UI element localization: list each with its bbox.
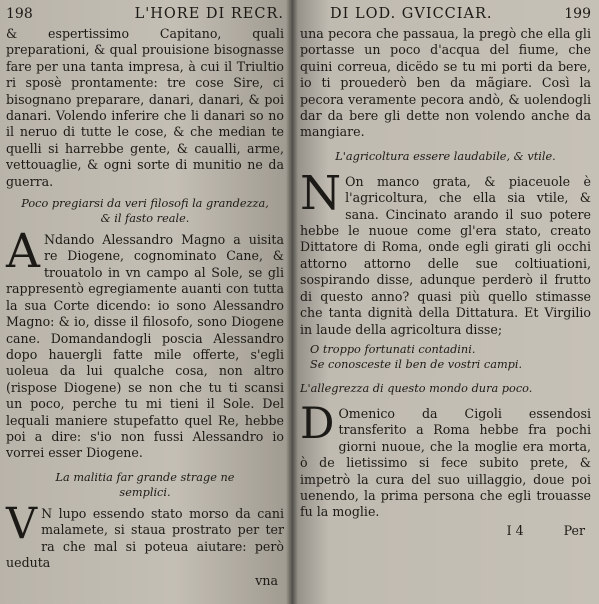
drop-cap: N (300, 165, 342, 221)
verse-line: Se conosceste il ben de vostri campi. (310, 358, 523, 372)
page-number: 198 (6, 6, 33, 22)
page-footer (300, 523, 591, 538)
heading-line: La malitia far grande strage ne (55, 470, 235, 484)
paragraph-text: On manco grata, & piaceuole è l'agricoltura, che ella sia vtile, & sana. Cincinato arando il suo potere hebbe le nuoue come gl'era stato, creato Dittatore di Roma, onde egli girati gli occhi attorno attorno delle sue coltiuationi, sospirando disse, adunque perderò il frutto di questo anno? quasi più quello stimasse che tanta dignità della Dittatura. Et Virgilio in laude della agricoltura disse; (300, 173, 591, 337)
paragraph-text: Ndando Alessandro Magno a uisita re Diogene, cognominato Cane, & trouatolo in vn campo al Sole, se gli rappresentò egregiamente auanti con tutta la sua Corte dicendo: io sono Alessandro Magno: & io, disse il filosofo, sono Diogene cane. Domandandogli poscia Alessandro dopo hauergli fatte mile offerte, s'egli uoleua da lui qualche cosa, non altro (rispose Diogene) se non che tu ti scansi un poco, perche tu mi tieni il Sole. Del lequali maniere stupefatto quel Re, hebbe poi a dire: s'io non fussi Alessandro io vorrei esser Diogene. (6, 232, 284, 461)
heading-line: & il fasto reale. (100, 212, 190, 226)
paragraph (6, 224, 284, 462)
heading-line: Poco pregiarsi da veri filosofi la grandezza, (21, 197, 269, 211)
paragraph-text: N lupo essendo stato morso da cani malamete, si staua prostrato per ter ra che mal si poteua aiutare: però ueduta (6, 505, 284, 570)
section-heading (6, 470, 284, 500)
book-gutter (286, 0, 298, 604)
verse-quotation (310, 342, 591, 373)
paragraph: una pecora che passaua, la pregò che ella gli portasse un poco d'acqua del fiume, che quini correua, dicëdo se tu mi porti da bere, io ti prouederò ben da mãgiare. Così la pecora veramente pecora andò, & uolendogli dar da bere gli dette non volendo anche da mangiare. (300, 26, 591, 140)
drop-cap: V (6, 498, 38, 549)
left-page (0, 0, 292, 604)
paragraph (6, 498, 284, 572)
paragraph (300, 165, 591, 338)
drop-cap: D (300, 398, 335, 449)
paragraph (300, 398, 591, 521)
right-page (292, 0, 599, 604)
page-number: 199 (564, 6, 591, 22)
verse-line: O troppo fortunati contadini. (310, 342, 476, 356)
heading-line: semplici. (119, 485, 171, 499)
catchword: vna (255, 573, 278, 589)
paragraph: & espertissimo Capitano, quali preparationi, & qual prouisione bisognasse fare per una tanta impresa, à cui il Triultio ri sposè prontamente: tre cose Sire, ci bisognano preparare, danari, danari, & poi danari. Volendo inferire che li danari so no il neruo di tutte le cose, & che median te quelli si harrebbe gente, & caualli, arme, vettouaglie, & ogni sorte di munitio ne da guerra. (6, 26, 284, 189)
section-heading: L'agricoltura essere laudabile, & vtile. (335, 149, 556, 163)
signature-mark: I 4 (506, 522, 524, 538)
drop-cap: A (6, 224, 40, 280)
section-heading: L'allegrezza di questo mondo dura poco. (300, 381, 533, 395)
paragraph-text: Omenico da Cigoli essendosi transferito a Roma hebbe fra pochi giorni nuoue, che la moglie era morta, ò de lietissimo si fece subito prete, & impetrò la cura del suo uillaggio, doue poi uenendo, la prima persona che egli trouasse fu la moglie. (300, 405, 591, 520)
running-head: L'HORE DI RECR. (134, 6, 284, 22)
catchword: Per (563, 522, 585, 538)
page-footer (6, 573, 284, 588)
section-heading (6, 196, 284, 226)
right-page-header (300, 6, 591, 26)
running-head: DI LOD. GVICCIAR. (330, 6, 493, 22)
left-page-header (6, 6, 284, 26)
